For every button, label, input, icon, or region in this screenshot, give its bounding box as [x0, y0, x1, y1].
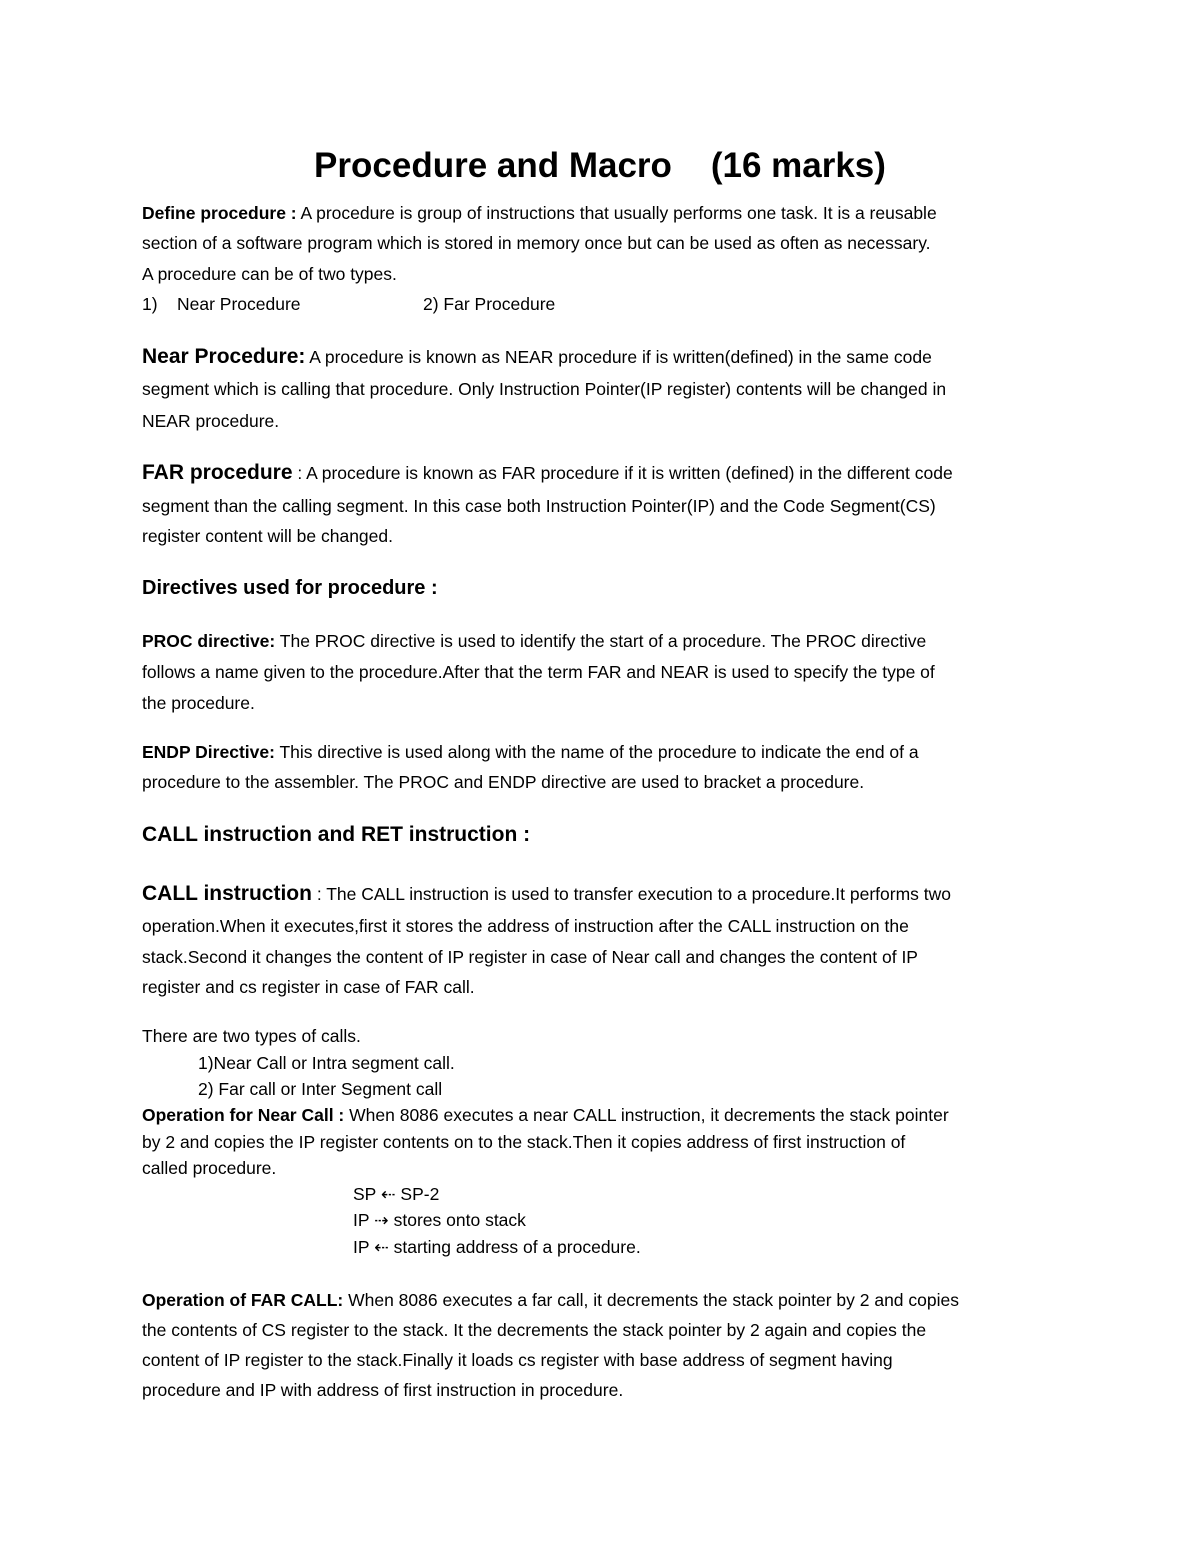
- far-call-line-3: content of IP register to the stack.Finally it loads cs register with base address of segment having: [142, 1350, 893, 1370]
- proc-directive-line-1: [142, 629, 926, 653]
- left-arrow-icon: ⇠: [380, 1184, 396, 1204]
- define-paragraph-line-3: A procedure can be of two types.: [142, 264, 397, 284]
- proc-directive-text-1: The PROC directive is used to identify the start of a procedure. The PROC directive: [275, 631, 927, 651]
- endp-directive-text-1: This directive is used along with the name of the procedure to indicate the end of a: [274, 742, 919, 762]
- far-call-label: Operation of FAR CALL:: [142, 1290, 344, 1310]
- define-label: Define procedure :: [142, 203, 297, 223]
- page-title: Procedure and Macro (16 marks): [314, 146, 886, 185]
- near-call-step-3: IP ⇠ starting address of a procedure.: [353, 1237, 641, 1257]
- near-call-step-2: IP ⇢ stores onto stack: [353, 1210, 526, 1230]
- call-instruction-line-1: [142, 882, 951, 906]
- endp-directive-line-2: procedure to the assembler. The PROC and ENDP directive are used to bracket a procedure.: [142, 772, 865, 792]
- procedure-type-1: 1) Near Procedure: [142, 294, 301, 314]
- far-call-line-4: procedure and IP with address of first instruction in procedure.: [142, 1380, 624, 1400]
- near-text-1: A procedure is known as NEAR procedure if is written(defined) in the same code: [305, 347, 932, 367]
- far-paragraph-line-2: segment than the calling segment. In this case both Instruction Pointer(IP) and the Code Segment(CS): [142, 496, 936, 516]
- call-instruction-text-1: : The CALL instruction is used to transfer execution to a procedure.It performs two: [311, 884, 952, 904]
- far-call-line-1: [142, 1288, 959, 1312]
- far-call-line-2: the contents of CS register to the stack. It the decrements the stack pointer by 2 again and copies the: [142, 1320, 927, 1340]
- call-instruction-label: CALL instruction: [142, 882, 312, 905]
- proc-directive-line-3: the procedure.: [142, 693, 255, 713]
- directives-heading: Directives used for procedure :: [142, 577, 438, 599]
- near-paragraph-line-2: segment which is calling that procedure. Only Instruction Pointer(IP register) contents will be changed in: [142, 379, 947, 399]
- near-call-line-3: called procedure.: [142, 1158, 277, 1178]
- right-arrow-icon: ⇢: [374, 1210, 389, 1230]
- define-paragraph-line-2: section of a software program which is stored in memory once but can be used as often as necessary.: [142, 233, 931, 253]
- near-paragraph-line-1: [142, 345, 932, 369]
- call-ret-heading: CALL instruction and RET instruction :: [142, 823, 531, 846]
- call-instruction-line-4: register and cs register in case of FAR call.: [142, 977, 475, 997]
- endp-directive-line-1: [142, 740, 919, 764]
- near-call-line-2: by 2 and copies the IP register contents on to the stack.Then it copies address of first instruction of: [142, 1132, 906, 1152]
- define-text-1: A procedure is group of instructions that usually performs one task. It is a reusable: [296, 203, 937, 223]
- near-label: Near Procedure:: [142, 345, 306, 368]
- endp-directive-label: ENDP Directive:: [142, 742, 275, 762]
- proc-directive-line-2: follows a name given to the procedure.After that the term FAR and NEAR is used to specify the type of: [142, 662, 935, 682]
- far-paragraph-line-1: [142, 461, 953, 485]
- proc-directive-label: PROC directive:: [142, 631, 276, 651]
- near-paragraph-line-3: NEAR procedure.: [142, 411, 280, 431]
- call-instruction-line-2: operation.When it executes,first it stores the address of instruction after the CALL instruction on the: [142, 916, 909, 936]
- near-call-step-1: SP ⇠ SP-2: [353, 1184, 440, 1204]
- far-paragraph-line-3: register content will be changed.: [142, 526, 393, 546]
- call-type-2: 2) Far call or Inter Segment call: [198, 1079, 443, 1099]
- procedure-type-2: 2) Far Procedure: [423, 294, 556, 314]
- call-types-intro: There are two types of calls.: [142, 1026, 361, 1046]
- define-paragraph-line-1: [142, 201, 937, 225]
- far-call-text-1: When 8086 executes a far call, it decrements the stack pointer by 2 and copies: [343, 1290, 959, 1310]
- near-call-label: Operation for Near Call :: [142, 1105, 345, 1125]
- call-type-1: 1)Near Call or Intra segment call.: [198, 1053, 455, 1073]
- near-call-text-1: When 8086 executes a near CALL instruction, it decrements the stack pointer: [344, 1105, 949, 1125]
- near-call-line-1: [142, 1103, 949, 1127]
- left-arrow-icon: ⇠: [374, 1237, 389, 1257]
- call-instruction-line-3: stack.Second it changes the content of IP register in case of Near call and changes the content of IP: [142, 947, 918, 967]
- far-label: FAR procedure: [142, 461, 293, 484]
- far-text-1: : A procedure is known as FAR procedure if it is written (defined) in the different code: [292, 463, 953, 483]
